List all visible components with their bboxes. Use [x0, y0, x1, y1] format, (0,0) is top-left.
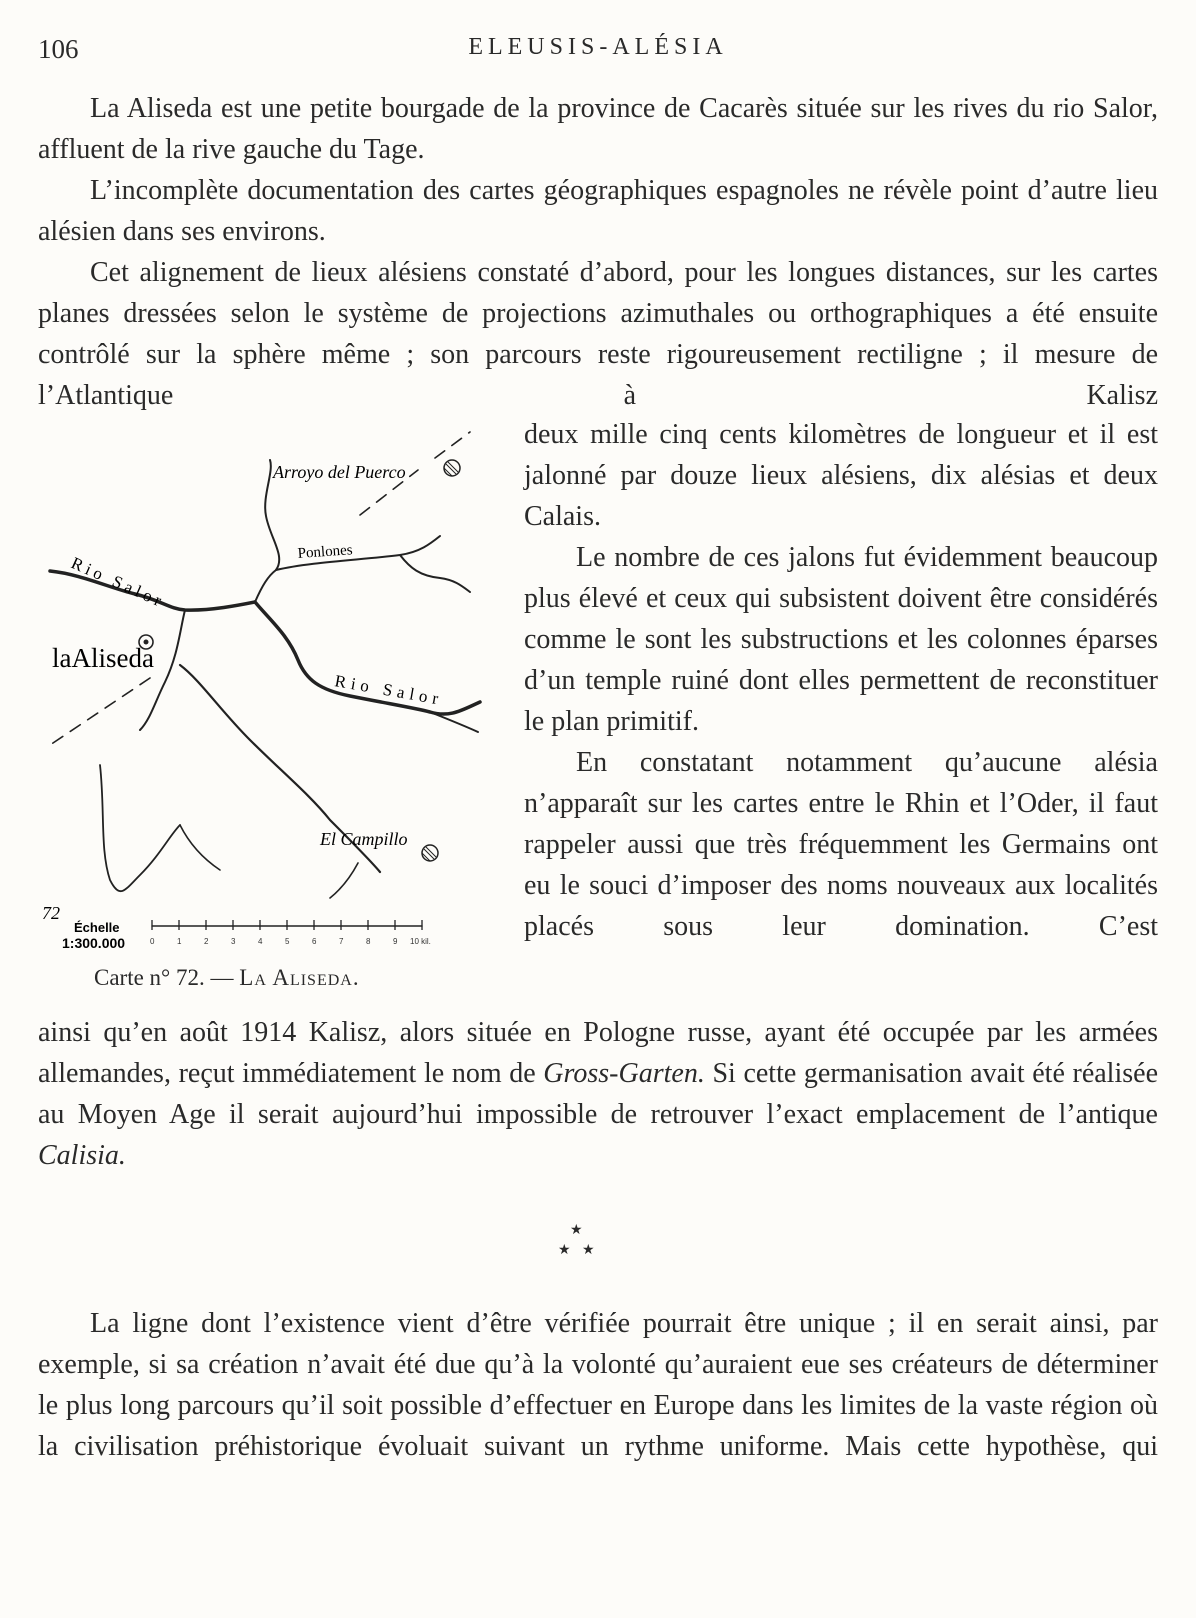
caption-name: La Aliseda. — [239, 965, 360, 990]
scale-tick-label: 6 — [312, 937, 317, 946]
scale-tick-label: 3 — [231, 937, 236, 946]
scale-title: Échelle — [74, 920, 120, 935]
campillo-marker-icon — [422, 845, 438, 861]
map-label-rio-salor-west: Rio Salor — [68, 553, 169, 612]
paragraph: En constatant notamment qu’aucune alésia n’apparaît sur les cartes entre le Rhin et l’Oder, il faut rappeler aussi que très fréquemment les Germains ont eu le souci d’imposer des noms nouveaux aux localités placés sous leur domination. C’est — [524, 747, 1158, 942]
map-figure — [30, 420, 500, 980]
scale-tick-labels — [150, 937, 431, 946]
map-label-ponlones: Ponlones — [297, 542, 354, 562]
section-break — [548, 1222, 608, 1262]
final-text-block — [38, 1303, 1158, 1467]
section-break-star-icon: ★ — [558, 1242, 571, 1258]
right-text-block — [524, 414, 1158, 947]
text-run: ainsi qu’en août 1914 Kalisz, alors située en Pologne russe, ayant été occupée par les armées allemandes, reçut immédiatement le nom de — [38, 1017, 1158, 1089]
scale-tick-label: 2 — [204, 937, 209, 946]
section-break-star-icon: ★ — [582, 1242, 595, 1258]
page-header — [38, 34, 1158, 74]
scale-tick-label: 9 — [393, 937, 398, 946]
italic-text: Gross-Garten. — [543, 1058, 705, 1089]
paragraph: Cet alignement de lieux alésiens constaté d’abord, pour les longues distances, sur les cartes planes dressées selon le système de projections azimuthales ou orthographiques a été ensuite contrôlé sur la sphère même ; son parcours reste rigoureusement rectiligne ; il mesure de l’Atlantique à Kalisz — [38, 257, 1158, 411]
scale-ratio: 1:300.000 — [62, 935, 126, 951]
scale-tick-label: 4 — [258, 937, 263, 946]
paragraph: La ligne dont l’existence vient d’être vérifiée pourrait être unique ; il en serait ainsi, par exemple, si sa création n’avait été due qu’à la volonté qu’auraient eue ses créateurs de déterminer le plus long parcours qu’il soit possible d’effectuer en Europe dans les limites de la vaste région où la civilisation préhistorique évoluait suivant un rythme uniforme. Mais cette hypothèse, qui — [38, 1308, 1158, 1462]
scale-tick-label: 0 — [150, 937, 155, 946]
alignment-line-south — [50, 678, 150, 745]
map-label-aliseda: laAliseda — [52, 643, 154, 673]
running-title: ELEUSIS-ALÉSIA — [468, 34, 728, 60]
paragraph: Le nombre de ces jalons fut évidemment beaucoup plus élevé et ceux qui subsistent doivent être considérés comme le sont les substructions et les colonnes éparses d’un temple ruiné dont elles permettent de reconstituer le plan primitif. — [524, 542, 1158, 737]
map-label-rio-salor-east: Rio Salor — [333, 671, 445, 709]
page-number: 106 — [38, 34, 79, 64]
top-text-block — [38, 88, 1158, 416]
scale-tick-label: 8 — [366, 937, 371, 946]
paragraph: L’incomplète documentation des cartes géographiques espagnoles ne révèle point d’autre lieu alésien dans ses environs. — [38, 175, 1158, 247]
paragraph: La Aliseda est une petite bourgade de la province de Cacarès située sur les rives du rio Salor, affluent de la rive gauche du Tage. — [38, 93, 1158, 165]
caption-prefix: Carte n° 72. — — [94, 965, 240, 990]
rio-salor-river-east — [255, 602, 480, 714]
map-drawing — [30, 420, 500, 980]
map-caption — [94, 965, 360, 991]
map-number: 72 — [42, 903, 60, 923]
scale-tick-label: 1 — [177, 937, 182, 946]
bottom-text-block — [38, 1012, 1158, 1176]
scale-unit: 10 kil. — [410, 937, 431, 946]
section-break-star-icon: ★ — [570, 1222, 583, 1238]
italic-text: Calisia. — [38, 1140, 126, 1171]
scale-ticks — [152, 920, 422, 930]
paragraph — [38, 1012, 1158, 1176]
paragraph: deux mille cinq cents kilomètres de longueur et il est jalonné par douze lieux alésiens, dix alésias et deux Calais. — [524, 419, 1158, 532]
arroyo-marker-icon — [444, 460, 460, 476]
scale-tick-label: 5 — [285, 937, 290, 946]
map-label-campillo: El Campillo — [320, 829, 408, 849]
text-run: Si cette germanisation avait été réalisée au Moyen Age il serait aujourd’hui impossible de retrouver l’exact emplacement de l’antique — [38, 1058, 1158, 1130]
map-label-arroyo: Arroyo del Puerco — [273, 462, 406, 482]
scale-tick-label: 7 — [339, 937, 344, 946]
